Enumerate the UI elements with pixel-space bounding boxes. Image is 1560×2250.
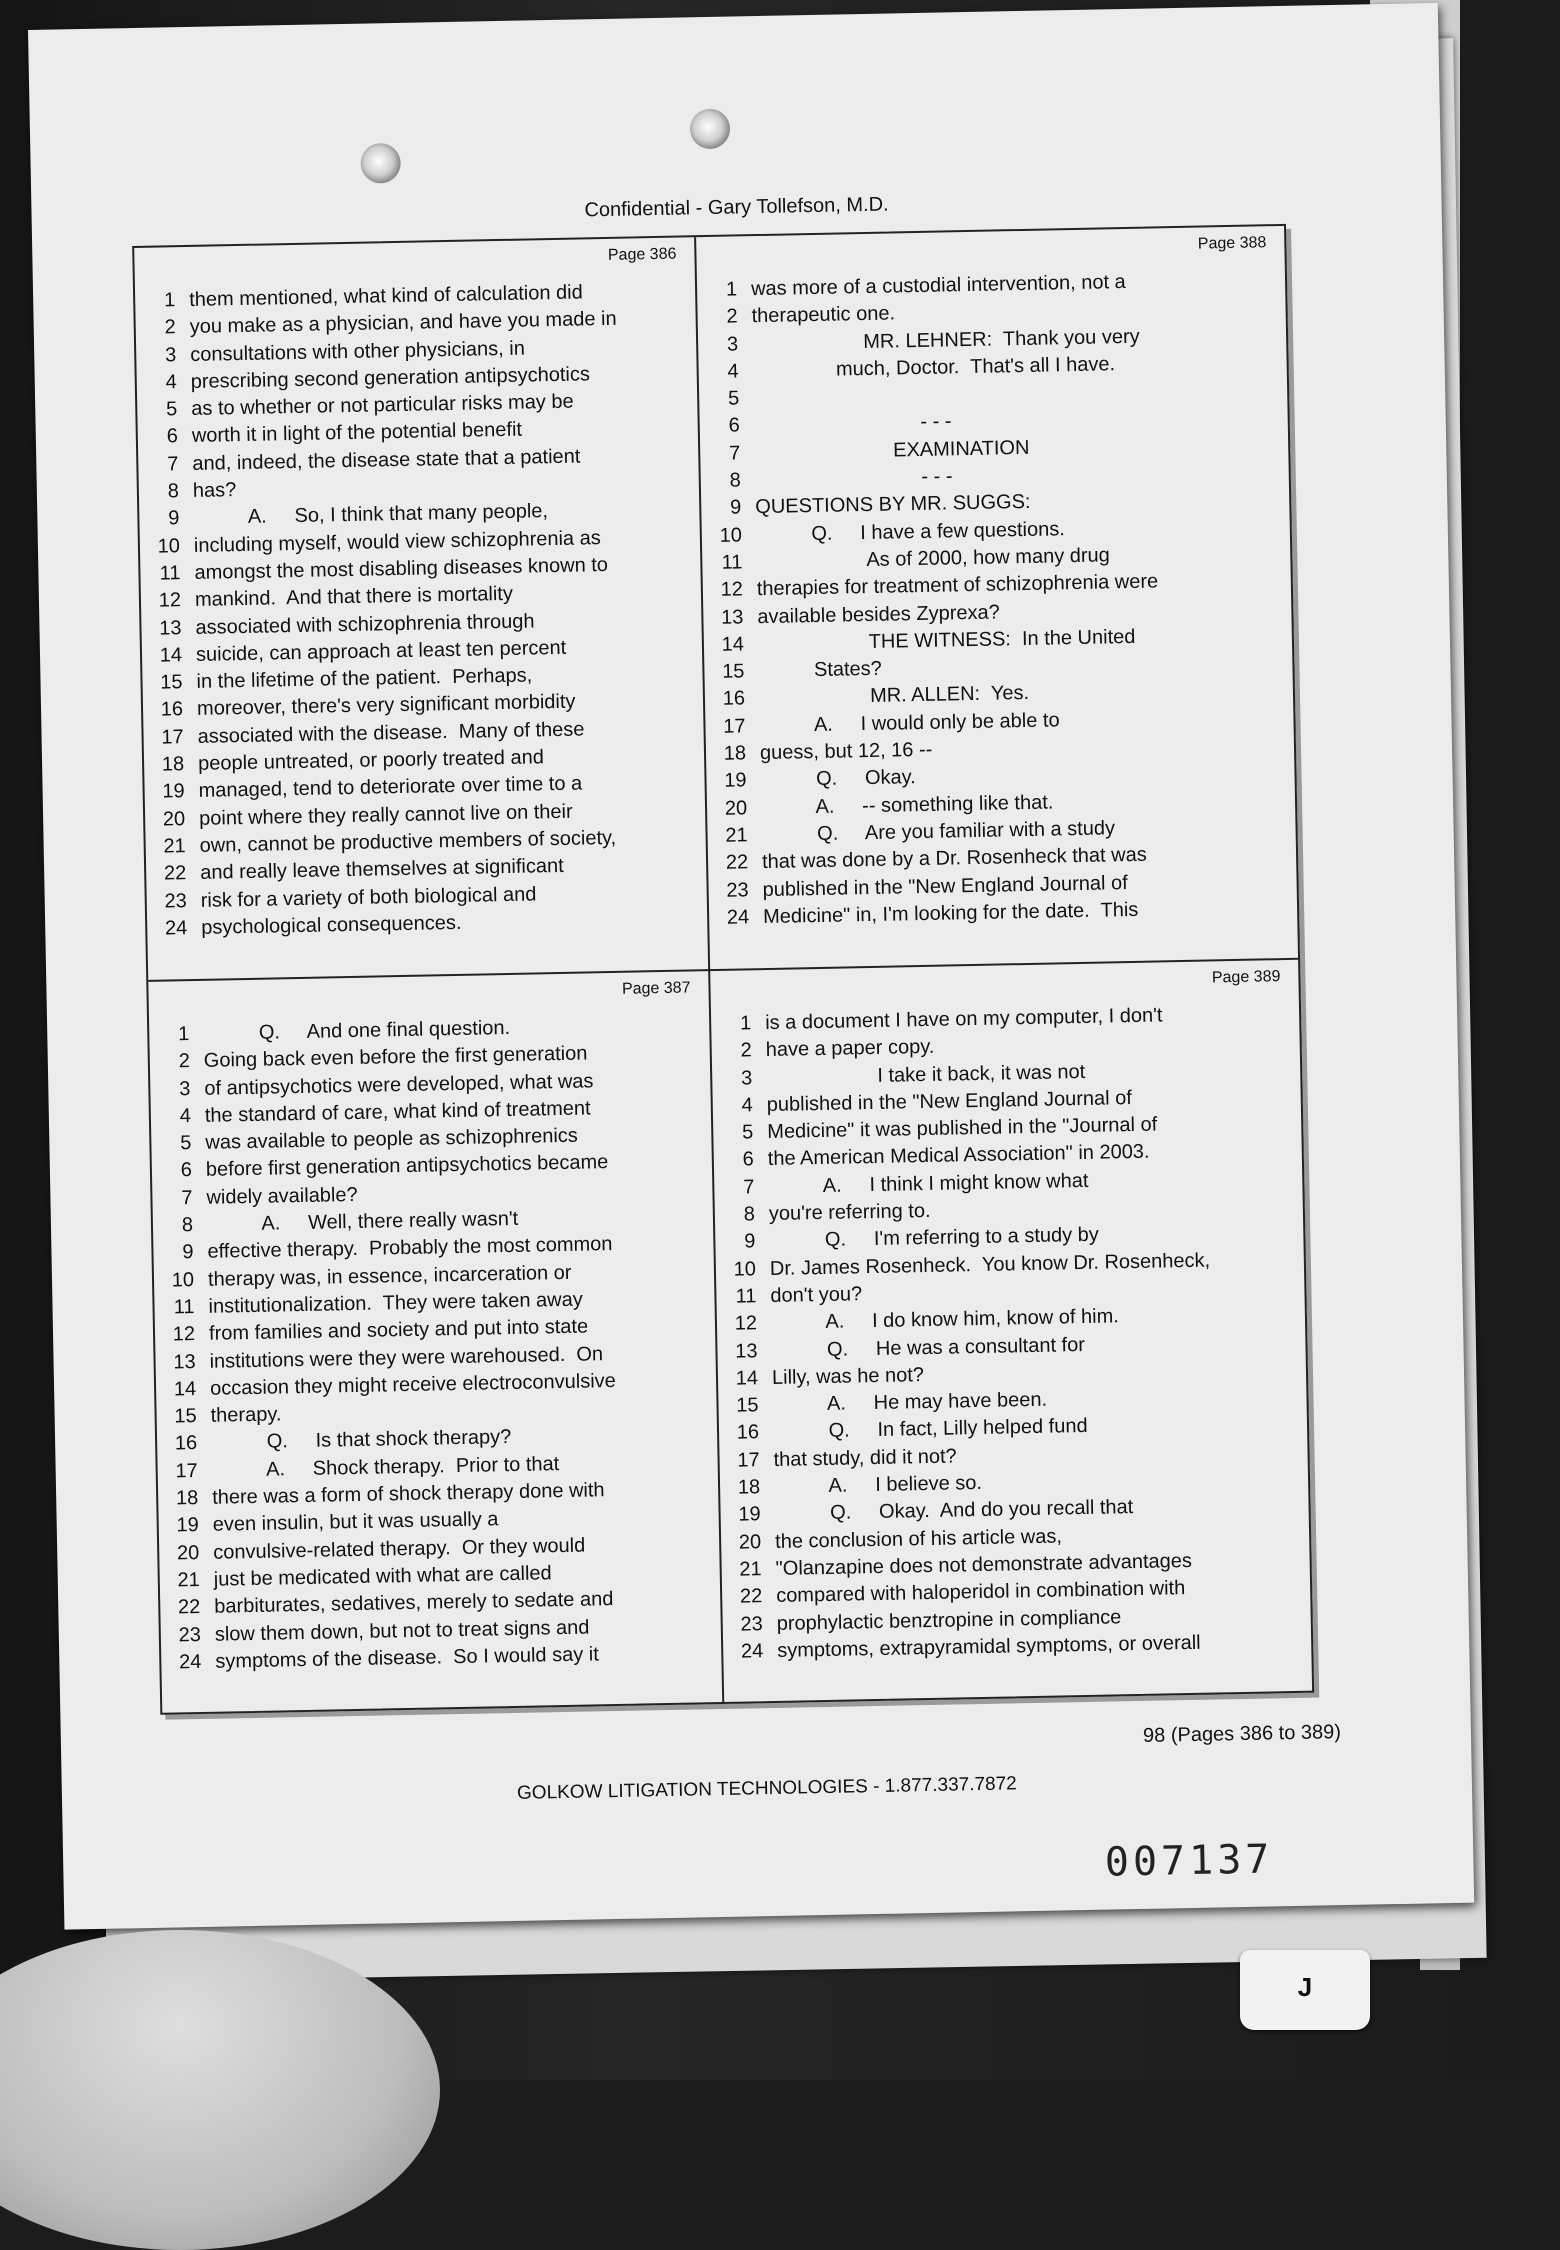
line-text: mankind. And that there is mortality <box>195 583 513 611</box>
line-text: amongst the most disabling diseases known to <box>194 554 608 584</box>
line-number: 9 <box>145 506 180 534</box>
punch-hole-icon <box>690 109 731 150</box>
line-number: 21 <box>727 1556 762 1584</box>
line-number: 15 <box>162 1403 197 1431</box>
line-text: - - - <box>755 465 953 491</box>
line-number: 13 <box>147 615 182 643</box>
line-text: and, indeed, the disease state that a patient <box>192 445 580 474</box>
line-text: of antipsychotics were developed, what was <box>204 1070 593 1099</box>
line-text: EXAMINATION <box>754 437 1030 464</box>
line-number: 6 <box>720 1147 755 1175</box>
line-number: 23 <box>167 1622 202 1650</box>
line-number: 5 <box>719 1119 754 1147</box>
line-number: 8 <box>159 1212 194 1240</box>
line-text: A. I do know him, know of him. <box>771 1306 1119 1335</box>
transcript-page <box>28 3 1474 1930</box>
line-number: 18 <box>712 740 747 768</box>
line-text: have a paper copy. <box>766 1036 935 1061</box>
line-text: therapy was, in essence, incarceration or <box>208 1261 572 1290</box>
bates-number: 007137 <box>1104 1836 1273 1885</box>
line-number: 23 <box>153 888 188 916</box>
line-number: 17 <box>149 724 184 752</box>
page-number: Page 388 <box>1198 234 1267 253</box>
line-list <box>135 277 707 943</box>
line-text: available besides Zyprexa? <box>757 601 1000 628</box>
line-text: as to whether or not particular risks may be <box>191 391 574 420</box>
line-text: was more of a custodial intervention, not a <box>751 271 1126 300</box>
line-number: 19 <box>164 1512 199 1540</box>
line-number: 22 <box>166 1594 201 1622</box>
line-text: THE WITNESS: In the United <box>758 626 1136 655</box>
transcript-panel-389 <box>710 960 1312 1703</box>
line-number: 12 <box>709 577 744 605</box>
line-list <box>697 266 1297 932</box>
line-number: 11 <box>146 560 181 588</box>
line-text: there was a form of shock therapy done with <box>212 1479 605 1509</box>
line-text: the standard of care, what kind of treatment <box>205 1097 591 1126</box>
line-text: risk for a variety of both biological and <box>201 883 537 911</box>
line-number: 6 <box>158 1158 193 1186</box>
line-text: institutions were they were warehoused. On <box>209 1343 603 1373</box>
line-text: and really leave themselves at significant <box>200 855 564 884</box>
line-text: consultations with other physicians, in <box>190 337 525 365</box>
line-number: 20 <box>713 795 748 823</box>
line-number: 13 <box>161 1349 196 1377</box>
line-text: associated with schizophrenia through <box>195 610 534 639</box>
line-number: 12 <box>161 1321 196 1349</box>
line-number: 3 <box>704 331 739 359</box>
line-number: 1 <box>141 287 176 315</box>
line-number: 15 <box>148 669 183 697</box>
line-text: States? <box>758 658 882 682</box>
line-number: 5 <box>143 396 178 424</box>
line-text: moreover, there's very significant morbidity <box>197 691 576 720</box>
line-number: 2 <box>156 1048 191 1076</box>
line-text: compared with haloperidol in combination with <box>776 1577 1185 1607</box>
line-text: "Olanzapine does not demonstrate advantages <box>775 1550 1192 1580</box>
line-number: 3 <box>718 1065 753 1093</box>
line-number: 5 <box>705 386 740 414</box>
line-text: A. I would only be able to <box>759 709 1060 737</box>
line-text: Q. And one final question. <box>203 1017 510 1045</box>
line-text: suicide, can approach at least ten percent <box>196 637 567 666</box>
line-number: 15 <box>724 1392 759 1420</box>
line-number: 18 <box>726 1474 761 1502</box>
line-number: 16 <box>725 1420 760 1448</box>
page-number: Page 386 <box>608 246 677 265</box>
line-number: 8 <box>721 1201 756 1229</box>
line-number: 24 <box>153 915 188 943</box>
line-text: managed, tend to deteriorate over time to a <box>198 773 582 802</box>
line-text: - - - <box>754 411 952 437</box>
line-text: was available to people as schizophrenics <box>205 1125 578 1154</box>
line-number: 20 <box>727 1529 762 1557</box>
line-number: 16 <box>149 697 184 725</box>
line-number: 10 <box>160 1267 195 1295</box>
line-number: 11 <box>722 1283 757 1311</box>
line-number: 21 <box>151 833 186 861</box>
line-number: 13 <box>723 1338 758 1366</box>
line-text: much, Doctor. That's all I have. <box>752 353 1115 382</box>
line-number: 14 <box>148 642 183 670</box>
line-text: guess, but 12, 16 -- <box>760 739 933 764</box>
page-number: Page 387 <box>622 979 691 998</box>
line-number: 21 <box>166 1567 201 1595</box>
line-text: in the lifetime of the patient. Perhaps, <box>196 665 532 693</box>
line-number: 5 <box>157 1130 192 1158</box>
line-number: 8 <box>707 467 742 495</box>
line-text: A. Well, there really wasn't <box>207 1208 519 1236</box>
line-text: is a document I have on my computer, I don't <box>765 1004 1163 1034</box>
index-tab <box>1240 1950 1370 2030</box>
line-number: 19 <box>712 768 747 796</box>
transcript-panel-388 <box>696 226 1298 969</box>
line-number: 20 <box>165 1540 200 1568</box>
line-number: 21 <box>713 822 748 850</box>
line-number: 23 <box>714 877 749 905</box>
line-text: QUESTIONS BY MR. SUGGS: <box>755 491 1031 518</box>
line-number: 1 <box>717 1010 752 1038</box>
line-number: 7 <box>144 451 179 479</box>
line-text: before first generation antipsychotics became <box>206 1152 609 1182</box>
line-text: them mentioned, what kind of calculation did <box>189 281 583 311</box>
line-list <box>711 1000 1311 1666</box>
line-text: own, cannot be productive members of society, <box>199 827 616 857</box>
line-text: you make as a physician, and have you made in <box>190 308 617 338</box>
line-text: effective therapy. Probably the most common <box>207 1233 612 1263</box>
line-text: As of 2000, how many drug <box>756 544 1110 573</box>
line-number: 11 <box>708 549 743 577</box>
line-text: slow them down, but not to treat signs and <box>215 1616 590 1645</box>
line-text: symptoms of the disease. So I would say it <box>215 1643 599 1672</box>
tab-label: J <box>1240 1972 1370 2003</box>
line-text: point where they really cannot live on their <box>199 800 573 829</box>
line-number: 9 <box>707 495 742 523</box>
line-number: 9 <box>159 1239 194 1267</box>
line-number: 4 <box>704 358 739 386</box>
line-text: A. So, I think that many people, <box>193 500 548 529</box>
line-number: 24 <box>715 904 750 932</box>
line-text: published in the "New England Journal of <box>762 872 1127 901</box>
line-text: Q. Okay. <box>760 766 916 791</box>
line-number: 10 <box>708 522 743 550</box>
line-number: 24 <box>729 1638 764 1666</box>
line-text: Q. I have a few questions. <box>756 518 1065 546</box>
line-text: convulsive-related therapy. Or they would <box>213 1534 585 1563</box>
line-number: 2 <box>717 1038 752 1066</box>
line-number: 18 <box>164 1485 199 1513</box>
line-number: 17 <box>711 713 746 741</box>
transcript-grid <box>132 224 1314 1715</box>
line-text: just be medicated with what are called <box>214 1562 552 1590</box>
line-number: 7 <box>720 1174 755 1202</box>
line-text: prescribing second generation antipsychotics <box>191 363 590 393</box>
line-number: 24 <box>167 1649 202 1677</box>
line-number: 17 <box>163 1458 198 1486</box>
line-number: 10 <box>722 1256 757 1284</box>
line-text: A. I think I might know what <box>768 1170 1089 1198</box>
line-text: has? <box>193 479 237 502</box>
line-text: even insulin, but it was usually a <box>213 1509 499 1536</box>
line-text: therapy. <box>210 1404 281 1427</box>
line-text: the conclusion of his article was, <box>775 1525 1062 1553</box>
punch-hole-icon <box>360 143 401 184</box>
line-number: 2 <box>141 315 176 343</box>
line-text: MR. LEHNER: Thank you very <box>752 325 1140 354</box>
line-text: MR. ALLEN: Yes. <box>759 682 1029 709</box>
transcript-panel-387 <box>148 971 722 1714</box>
line-number: 7 <box>158 1185 193 1213</box>
line-number: 2 <box>703 304 738 332</box>
line-text: Q. In fact, Lilly helped fund <box>773 1415 1088 1443</box>
line-text: associated with the disease. Many of these <box>197 718 584 747</box>
line-number: 22 <box>714 850 749 878</box>
line-number: 17 <box>725 1447 760 1475</box>
line-number: 16 <box>711 686 746 714</box>
line-number: 4 <box>157 1103 192 1131</box>
line-number: 13 <box>709 604 744 632</box>
line-text: from families and society and put into state <box>209 1316 588 1345</box>
line-text: including myself, would view schizophrenia as <box>194 527 601 557</box>
line-number: 1 <box>155 1021 190 1049</box>
line-text: you're referring to. <box>769 1200 931 1225</box>
line-number: 10 <box>146 533 181 561</box>
line-number: 3 <box>142 342 177 370</box>
transcript-panel-386 <box>134 237 708 980</box>
line-text: Lilly, was he not? <box>772 1364 924 1389</box>
line-text: published in the "New England Journal of <box>767 1087 1132 1116</box>
line-text: A. I believe so. <box>774 1472 982 1498</box>
line-text: that study, did it not? <box>773 1445 956 1471</box>
line-number: 16 <box>163 1430 198 1458</box>
line-number: 19 <box>150 778 185 806</box>
line-text: A. Shock therapy. Prior to that <box>211 1453 559 1482</box>
line-text: Medicine" it was published in the "Journal of <box>767 1114 1157 1143</box>
line-number: 9 <box>721 1229 756 1257</box>
line-text: Q. He was a consultant for <box>771 1334 1085 1362</box>
line-text: institutionalization. They were taken away <box>208 1289 583 1318</box>
line-text: I take it back, it was not <box>766 1060 1085 1088</box>
line-text: A. -- something like that. <box>761 791 1054 819</box>
line-text: Dr. James Rosenheck. You know Dr. Rosenheck, <box>770 1249 1211 1279</box>
line-text: that was done by a Dr. Rosenheck that was <box>762 844 1147 873</box>
line-text: Q. I'm referring to a study by <box>769 1224 1099 1252</box>
line-text: psychological consequences. <box>201 912 462 939</box>
line-text: Q. Is that shock therapy? <box>211 1426 512 1454</box>
line-text: Medicine" in, I'm looking for the date. This <box>763 899 1139 928</box>
line-number: 23 <box>728 1611 763 1639</box>
line-number: 11 <box>160 1294 195 1322</box>
line-text: therapies for treatment of schizophrenia were <box>757 571 1159 601</box>
line-number: 18 <box>150 751 185 779</box>
line-number: 1 <box>703 276 738 304</box>
line-text: prophylactic benztropine in compliance <box>777 1606 1122 1635</box>
line-number: 6 <box>144 424 179 452</box>
line-number: 3 <box>156 1076 191 1104</box>
line-text: symptoms, extrapyramidal symptoms, or overall <box>777 1632 1201 1662</box>
line-number: 14 <box>710 631 745 659</box>
line-text: people untreated, or poorly treated and <box>198 746 544 775</box>
page-number: Page 389 <box>1212 968 1281 987</box>
line-number: 4 <box>143 369 178 397</box>
line-number: 7 <box>706 440 741 468</box>
line-number: 12 <box>147 587 182 615</box>
line-number: 4 <box>719 1092 754 1120</box>
line-number: 14 <box>724 1365 759 1393</box>
line-number: 19 <box>726 1502 761 1530</box>
line-number: 20 <box>151 806 186 834</box>
line-number: 22 <box>152 860 187 888</box>
line-text: barbiturates, sedatives, merely to sedate and <box>214 1588 613 1618</box>
line-text: therapeutic one. <box>751 303 895 328</box>
line-text: occasion they might receive electroconvulsive <box>210 1370 616 1400</box>
line-text: widely available? <box>206 1184 358 1209</box>
line-number: 12 <box>723 1311 758 1339</box>
line-text: Going back even before the first generation <box>204 1043 588 1072</box>
line-text: don't you? <box>770 1283 862 1307</box>
line-text: A. He may have been. <box>772 1389 1047 1416</box>
line-text: worth it in light of the potential benefit <box>192 419 523 447</box>
line-number: 6 <box>705 413 740 441</box>
line-number: 22 <box>728 1583 763 1611</box>
line-text: Q. Okay. And do you recall that <box>774 1496 1133 1525</box>
line-text: Q. Are you familiar with a study <box>761 817 1115 846</box>
line-number: 15 <box>710 659 745 687</box>
line-number: 8 <box>145 478 180 506</box>
line-number: 14 <box>162 1376 197 1404</box>
company-footer: GOLKOW LITIGATION TECHNOLOGIES - 1.877.337.7872 <box>62 1765 1472 1814</box>
page-title: Confidential - Gary Tollefson, M.D. <box>31 183 1441 233</box>
line-text: the American Medical Association" in 2003. <box>768 1141 1150 1170</box>
page-range: 98 (Pages 386 to 389) <box>1143 1721 1341 1748</box>
line-list <box>149 1011 721 1677</box>
